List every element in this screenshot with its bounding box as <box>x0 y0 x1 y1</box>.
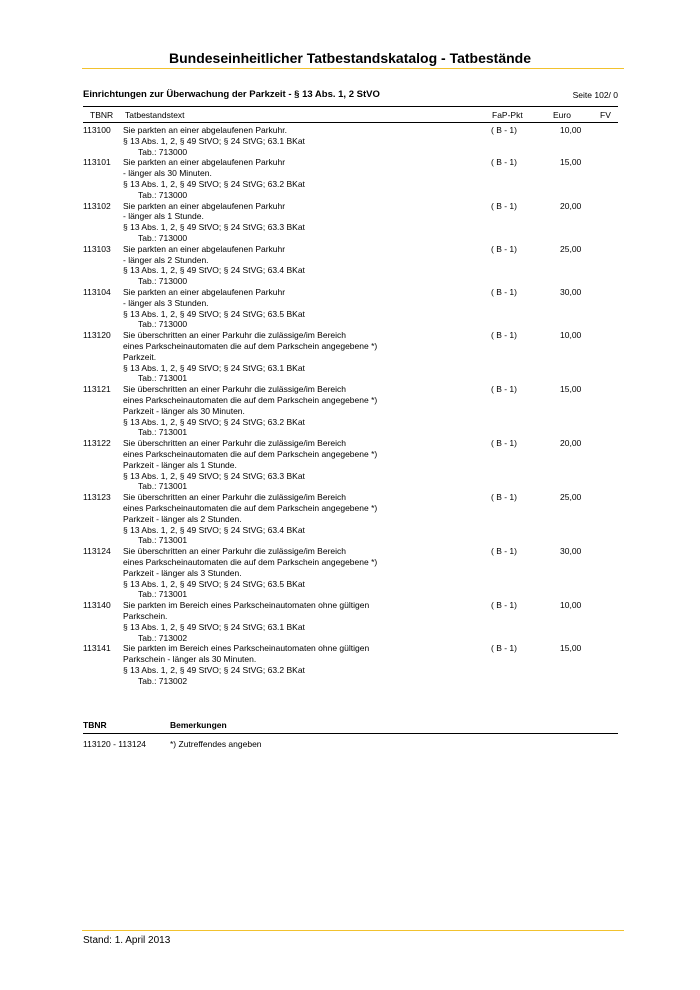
entry-euro: 25,00 <box>560 243 582 254</box>
entry-text <box>123 643 483 686</box>
header-rule-top <box>83 106 618 107</box>
entry-tab-reference: Tab.: 713000 <box>138 232 188 243</box>
section-title: Einrichtungen zur Überwachung der Parkzeit - § 13 Abs. 1, 2 StVO <box>83 89 380 100</box>
entry-tbnr: 113101 <box>83 157 111 168</box>
entry-euro: 30,00 <box>560 286 582 297</box>
footer-rule <box>82 930 624 931</box>
table-row <box>0 438 700 492</box>
table-row <box>0 125 700 157</box>
entry-tab-reference: Tab.: 713000 <box>138 189 188 200</box>
entry-text <box>123 600 483 643</box>
entry-euro: 10,00 <box>560 330 582 341</box>
entry-text <box>123 492 483 546</box>
table-row <box>0 287 700 330</box>
entry-euro: 10,00 <box>560 125 582 135</box>
entry-text <box>123 201 483 244</box>
page-number: Seite 102/ 0 <box>572 90 618 100</box>
entry-text-line: Sie überschritten an einer Parkuhr die zulässige/im Bereich <box>123 330 347 341</box>
document-title: Bundeseinheitlicher Tatbestandskatalog - Tatbestände <box>169 50 531 66</box>
entry-fap-points: ( B - 1) <box>491 546 517 557</box>
entry-text <box>123 157 483 200</box>
entry-fap-points: ( B - 1) <box>491 157 517 168</box>
table-row <box>0 330 700 384</box>
entry-text-line: eines Parkscheinautomaten die auf dem Parkschein angegebene *) <box>123 502 378 513</box>
entry-text-line: Sie parkten im Bereich eines Parkscheinautomaten ohne gültigen <box>123 643 370 654</box>
column-header-fv: FV <box>600 110 611 120</box>
entry-tab-reference: Tab.: 713000 <box>138 146 188 157</box>
entry-text-line: Sie parkten an einer abgelaufenen Parkuhr <box>123 200 286 211</box>
entry-euro: 20,00 <box>560 438 582 449</box>
entry-tbnr: 113120 <box>83 330 111 341</box>
remarks-header-tbnr: TBNR <box>83 720 107 730</box>
entry-text-line: - länger als 2 Stunden. <box>123 254 209 265</box>
entry-text-line: Sie parkten an einer abgelaufenen Parkuhr. <box>123 125 287 135</box>
entry-text-line: - länger als 30 Minuten. <box>123 168 212 179</box>
table-row <box>0 643 700 686</box>
table-row <box>0 157 700 200</box>
entry-tab-reference: Tab.: 713001 <box>138 589 188 600</box>
entry-tbnr: 113103 <box>83 243 111 254</box>
title-rule <box>82 68 624 69</box>
entry-tab-reference: Tab.: 713001 <box>138 427 188 438</box>
entry-tab-reference: Tab.: 713002 <box>138 675 188 686</box>
table-row <box>0 546 700 600</box>
column-header-fap: FaP-Pkt <box>492 110 523 120</box>
entry-tbnr: 113102 <box>83 200 111 211</box>
column-header-tbnr: TBNR <box>90 110 114 120</box>
entry-fap-points: ( B - 1) <box>491 243 517 254</box>
entry-text-line: § 13 Abs. 1, 2, § 49 StVO; § 24 StVG; 63.1 BKat <box>123 621 305 632</box>
entry-euro: 15,00 <box>560 157 582 168</box>
entry-tbnr: 113100 <box>83 125 111 135</box>
entry-text <box>123 287 483 330</box>
entry-text-line: § 13 Abs. 1, 2, § 49 StVO; § 24 StVG; 63.4 BKat <box>123 524 305 535</box>
entry-text-line: Sie überschritten an einer Parkuhr die zulässige/im Bereich <box>123 492 347 503</box>
entry-text-line: § 13 Abs. 1, 2, § 49 StVO; § 24 StVG; 63.4 BKat <box>123 265 305 276</box>
entry-tab-reference: Tab.: 713002 <box>138 632 188 643</box>
entry-euro: 30,00 <box>560 546 582 557</box>
entry-text-line: § 13 Abs. 1, 2, § 49 StVO; § 24 StVG; 63.5 BKat <box>123 308 305 319</box>
entry-text <box>123 244 483 287</box>
entry-text-line: § 13 Abs. 1, 2, § 49 StVO; § 24 StVG; 63.3 BKat <box>123 222 305 233</box>
entry-tbnr: 113122 <box>83 438 111 449</box>
entry-text <box>123 438 483 492</box>
entry-fap-points: ( B - 1) <box>491 125 517 135</box>
entry-euro: 25,00 <box>560 492 582 503</box>
entry-fap-points: ( B - 1) <box>491 330 517 341</box>
entry-text <box>123 125 483 157</box>
entry-euro: 20,00 <box>560 200 582 211</box>
column-header-text: Tatbestandstext <box>125 110 185 120</box>
entry-text-line: § 13 Abs. 1, 2, § 49 StVO; § 24 StVG; 63.2 BKat <box>123 664 305 675</box>
entry-text-line: - länger als 3 Stunden. <box>123 297 209 308</box>
entry-text-line: Sie parkten im Bereich eines Parkscheinautomaten ohne gültigen <box>123 600 370 611</box>
section-header <box>83 89 618 103</box>
entry-fap-points: ( B - 1) <box>491 286 517 297</box>
entry-text-line: Parkzeit - länger als 30 Minuten. <box>123 405 245 416</box>
entry-tab-reference: Tab.: 713000 <box>138 319 188 330</box>
entry-text-line: eines Parkscheinautomaten die auf dem Parkschein angegebene *) <box>123 448 378 459</box>
remark-range: 113120 - 113124 <box>83 739 147 749</box>
entry-fap-points: ( B - 1) <box>491 492 517 503</box>
entry-text-line: Parkzeit - länger als 2 Stunden. <box>123 513 242 524</box>
table-row <box>0 244 700 287</box>
entry-tab-reference: Tab.: 713000 <box>138 276 188 287</box>
entry-tab-reference: Tab.: 713001 <box>138 373 188 384</box>
entry-text-line: Parkzeit - länger als 1 Stunde. <box>123 459 237 470</box>
entry-text-line: § 13 Abs. 1, 2, § 49 StVO; § 24 StVG; 63.3 BKat <box>123 470 305 481</box>
column-header-euro: Euro <box>553 110 571 120</box>
entry-text-line: Sie parkten an einer abgelaufenen Parkuhr <box>123 243 286 254</box>
table-row <box>0 384 700 438</box>
entry-tbnr: 113104 <box>83 286 111 297</box>
entry-text-line: Sie parkten an einer abgelaufenen Parkuhr <box>123 286 286 297</box>
remarks-rule <box>83 733 618 734</box>
footer-date: Stand: 1. April 2013 <box>83 935 171 946</box>
entry-fap-points: ( B - 1) <box>491 643 517 654</box>
entry-text-line: Parkzeit - länger als 3 Stunden. <box>123 567 242 578</box>
entry-euro: 10,00 <box>560 600 582 611</box>
entry-text-line: - länger als 1 Stunde. <box>123 211 204 222</box>
entry-text-line: § 13 Abs. 1, 2, § 49 StVO; § 24 StVG; 63.2 BKat <box>123 416 305 427</box>
entry-text <box>123 384 483 438</box>
entry-tbnr: 113140 <box>83 600 111 611</box>
entry-fap-points: ( B - 1) <box>491 600 517 611</box>
entry-text <box>123 546 483 600</box>
entry-text-line: § 13 Abs. 1, 2, § 49 StVO; § 24 StVG; 63.1 BKat <box>123 135 305 146</box>
entry-tbnr: 113121 <box>83 384 111 395</box>
remarks-header-text: Bemerkungen <box>170 720 227 730</box>
entry-text-line: Sie überschritten an einer Parkuhr die zulässige/im Bereich <box>123 384 347 395</box>
remark-text: *) Zutreffendes angeben <box>170 739 262 749</box>
table-row <box>0 492 700 546</box>
entry-text-line: eines Parkscheinautomaten die auf dem Parkschein angegebene *) <box>123 556 378 567</box>
table-row <box>0 600 700 643</box>
entry-text <box>123 330 483 384</box>
entry-text-line: § 13 Abs. 1, 2, § 49 StVO; § 24 StVG; 63.5 BKat <box>123 578 305 589</box>
entry-text-line: Sie überschritten an einer Parkuhr die zulässige/im Bereich <box>123 438 347 449</box>
entry-fap-points: ( B - 1) <box>491 200 517 211</box>
entry-tab-reference: Tab.: 713001 <box>138 535 188 546</box>
entry-text-line: Parkschein - länger als 30 Minuten. <box>123 654 257 665</box>
table-row <box>0 201 700 244</box>
entry-euro: 15,00 <box>560 643 582 654</box>
entry-text-line: § 13 Abs. 1, 2, § 49 StVO; § 24 StVG; 63.1 BKat <box>123 362 305 373</box>
entry-text-line: eines Parkscheinautomaten die auf dem Parkschein angegebene *) <box>123 394 378 405</box>
entry-tbnr: 113141 <box>83 643 111 654</box>
entry-text-line: Sie überschritten an einer Parkuhr die zulässige/im Bereich <box>123 546 347 557</box>
entry-text-line: Parkzeit. <box>123 351 157 362</box>
entry-text-line: eines Parkscheinautomaten die auf dem Parkschein angegebene *) <box>123 340 378 351</box>
entry-text-line: Parkschein. <box>123 610 168 621</box>
entry-tbnr: 113124 <box>83 546 111 557</box>
entry-euro: 15,00 <box>560 384 582 395</box>
entry-tbnr: 113123 <box>83 492 111 503</box>
entry-fap-points: ( B - 1) <box>491 438 517 449</box>
header-rule-bottom <box>83 122 618 123</box>
entry-text-line: Sie parkten an einer abgelaufenen Parkuhr <box>123 157 286 168</box>
entry-tab-reference: Tab.: 713001 <box>138 481 188 492</box>
entry-text-line: § 13 Abs. 1, 2, § 49 StVO; § 24 StVG; 63.2 BKat <box>123 178 305 189</box>
entry-fap-points: ( B - 1) <box>491 384 517 395</box>
entry-list <box>0 125 700 687</box>
